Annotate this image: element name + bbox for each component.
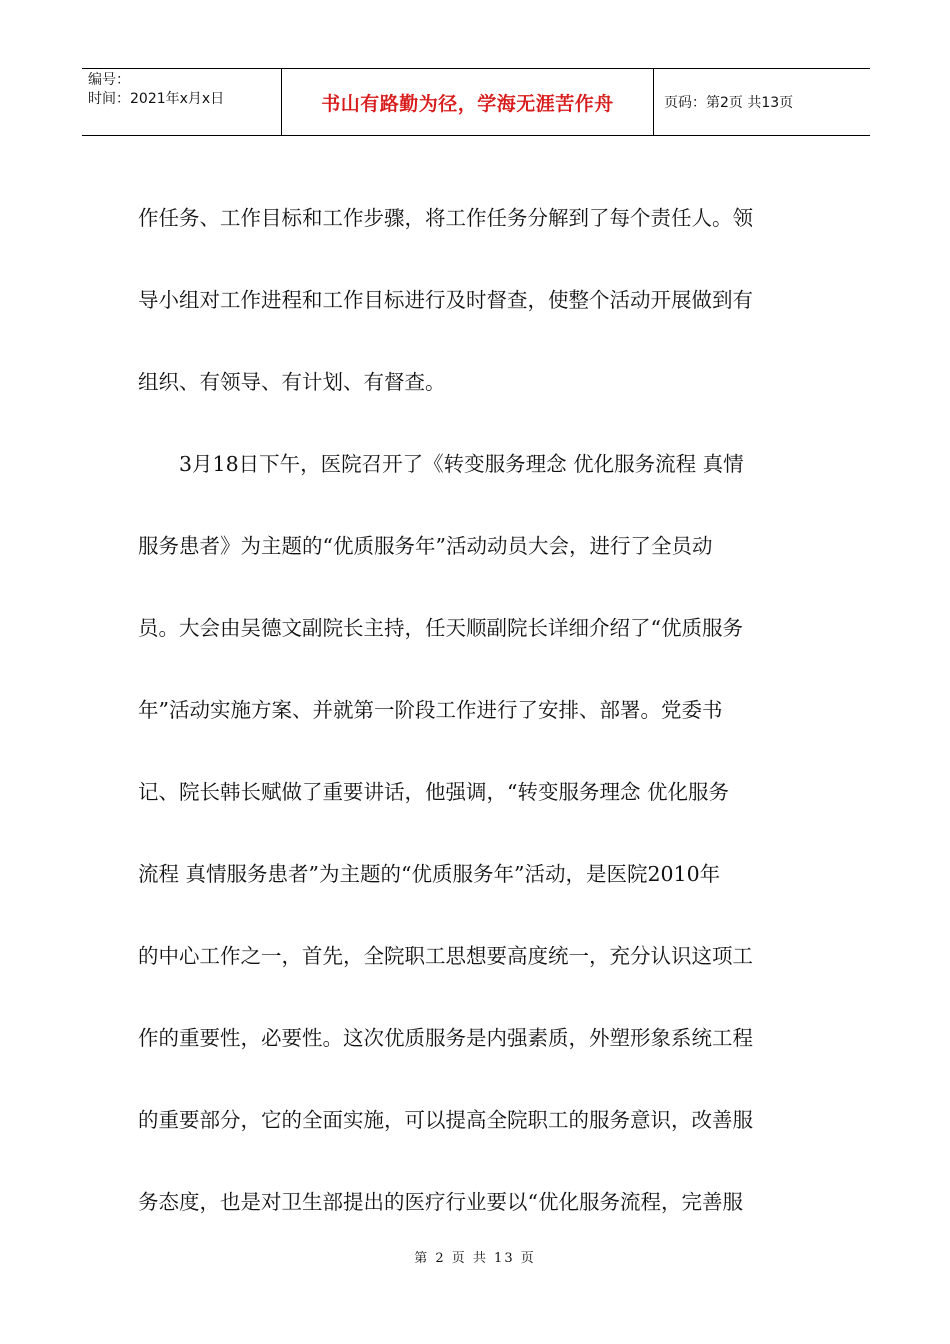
body-line: 员。大会由吴德文副院长主持，任天顺副院长详细介绍了“优质服务 [138, 616, 743, 640]
body-line: 作的重要性，必要性。这次优质服务是内强素质，外塑形象系统工程 [138, 1026, 753, 1050]
body-line: 作任务、工作目标和工作步骤，将工作任务分解到了每个责任人。领 [138, 206, 753, 230]
header-motto: 书山有路勤为径，学海无涯苦作舟 [282, 69, 654, 135]
body-line: 务态度，也是对卫生部提出的医疗行业要以“优化服务流程，完善服 [138, 1190, 743, 1214]
body-line: 的重要部分，它的全面实施，可以提高全院职工的服务意识，改善服 [138, 1108, 753, 1132]
body-line: 记、院长韩长赋做了重要讲话，他强调，“转变服务理念 优化服务 [138, 780, 729, 804]
header-meta [82, 69, 282, 135]
body-line: 流程 真情服务患者”为主题的“优质服务年”活动，是医院2010年 [138, 862, 721, 886]
page-header [82, 68, 870, 136]
page-footer: 第 2 页 共 13 页 [414, 1251, 536, 1266]
body-line: 的中心工作之一，首先，全院职工思想要高度统一，充分认识这项工 [138, 944, 753, 968]
body-line: 3月18日下午，医院召开了《转变服务理念 优化服务流程 真情 [138, 452, 744, 476]
document-date: 时间：2021年x月x日 [88, 91, 225, 107]
document-body [138, 198, 818, 1223]
header-page-code: 页码：第2页 共13页 [664, 95, 794, 111]
body-line: 导小组对工作进程和工作目标进行及时督查，使整个活动开展做到有 [138, 288, 753, 312]
document-number-label: 编号： [88, 72, 130, 88]
body-line: 组织、有领导、有计划、有督查。 [138, 370, 446, 394]
body-line: 年”活动实施方案、并就第一阶段工作进行了安排、部署。党委书 [138, 698, 723, 722]
body-line: 服务患者》为主题的“优质服务年”活动动员大会，进行了全员动 [138, 534, 713, 558]
